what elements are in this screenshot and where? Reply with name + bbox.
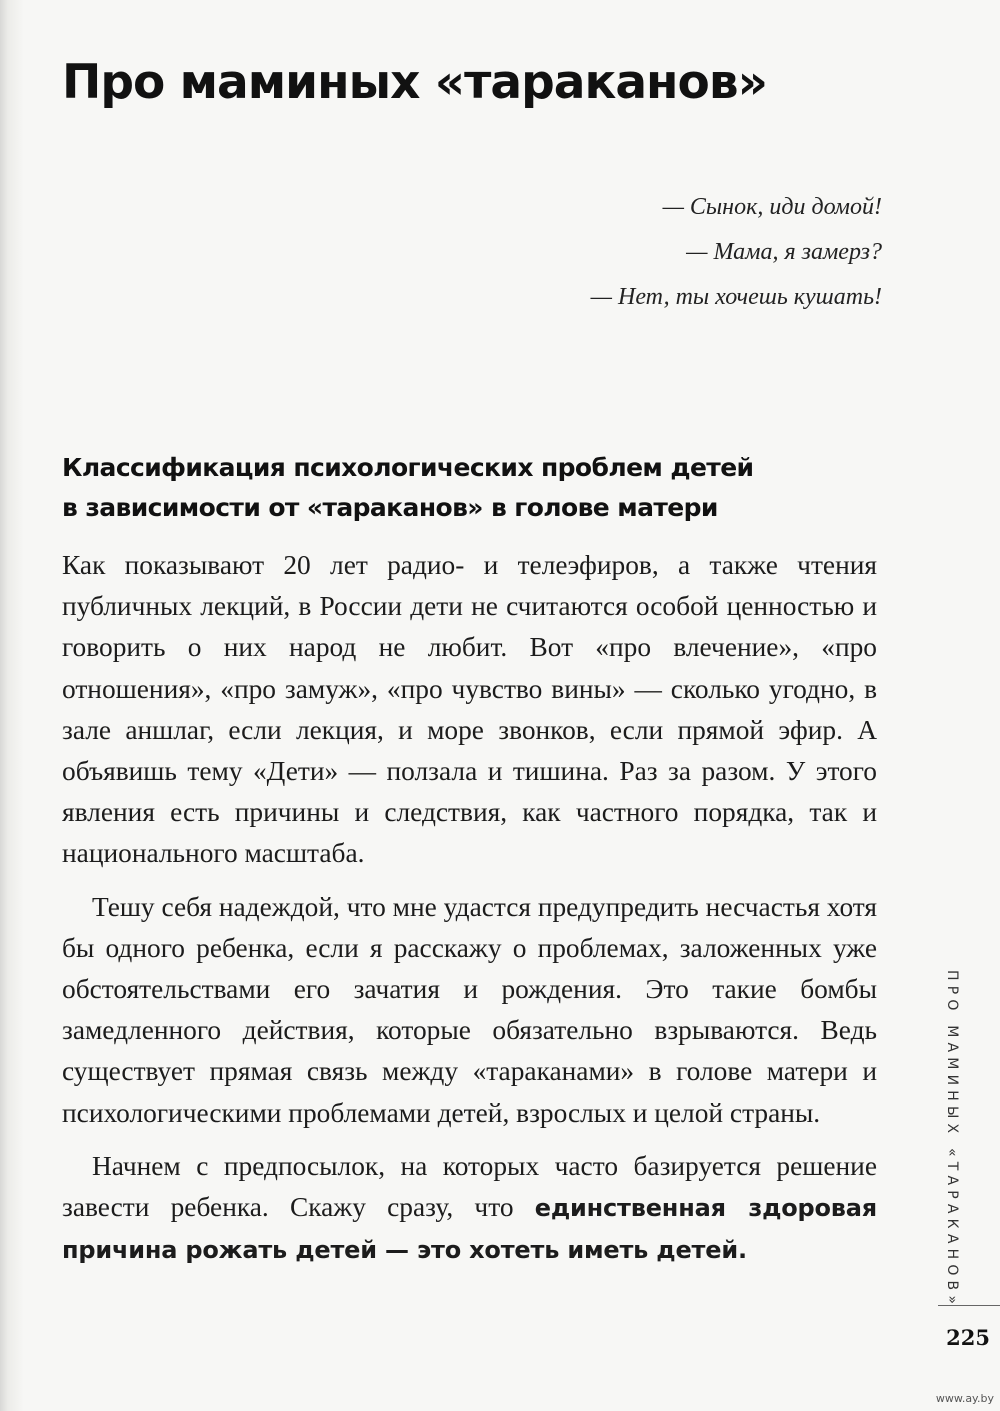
emphasized-text: единственная здоровая причина рожать детей — это хотеть иметь детей. (62, 1194, 877, 1265)
footer-rule (938, 1305, 1000, 1306)
epigraph-line: — Нет, ты хочешь кушать! (590, 284, 882, 310)
paragraph-text: Начнем с предпосылок, на которых часто базируется решение завести ребенка. Скажу сразу, что (62, 1150, 877, 1223)
chapter-title: Про маминых «тараканов» (62, 55, 767, 110)
section-heading-line: Классификация психологических проблем детей (62, 453, 754, 482)
watermark: www.ay.by (935, 1392, 994, 1405)
paragraph: Как показывают 20 лет радио- и телеэфиров, а также чтения публичных лекций, в России дети не считаются особой ценностью и говорить о них народ не любит. Вот «про влечение», «про отношения», «про замуж», «про чувство вины» — сколько угодно, в зале аншлаг, если лекция, и море звонков, если прямой эфир. А объявишь тему «Дети» — ползала и тишина. Раз за разом. У этого явления есть причины и следствия, как частного порядка, так и национального масштаба. (62, 550, 877, 869)
epigraph-line: — Сынок, иди домой! (662, 194, 882, 220)
paragraph (62, 1146, 877, 1272)
paragraph: Тешу себя надеждой, что мне удастся предупредить несчастья хотя бы одного ребенка, если я расскажу о проблемах, заложенных уже обстоятельствами его зачатия и рождения. Это такие бомбы замедленного действия, которые обязательно взрываются. Ведь существует прямая связь между «тараканами» в голове матери и психологическими проблемами детей, взрослых и целой страны. (62, 891, 877, 1128)
epigraph-line: — Мама, я замерз? (686, 239, 882, 265)
running-head: ПРО МАМИНЫХ «ТАРАКАНОВ» (944, 970, 960, 1310)
page-number: 225 (946, 1325, 990, 1350)
body-text (62, 545, 877, 1283)
epigraph (382, 185, 882, 320)
section-heading-line: в зависимости от «тараканов» в голове матери (62, 493, 718, 522)
section-heading (62, 448, 822, 528)
